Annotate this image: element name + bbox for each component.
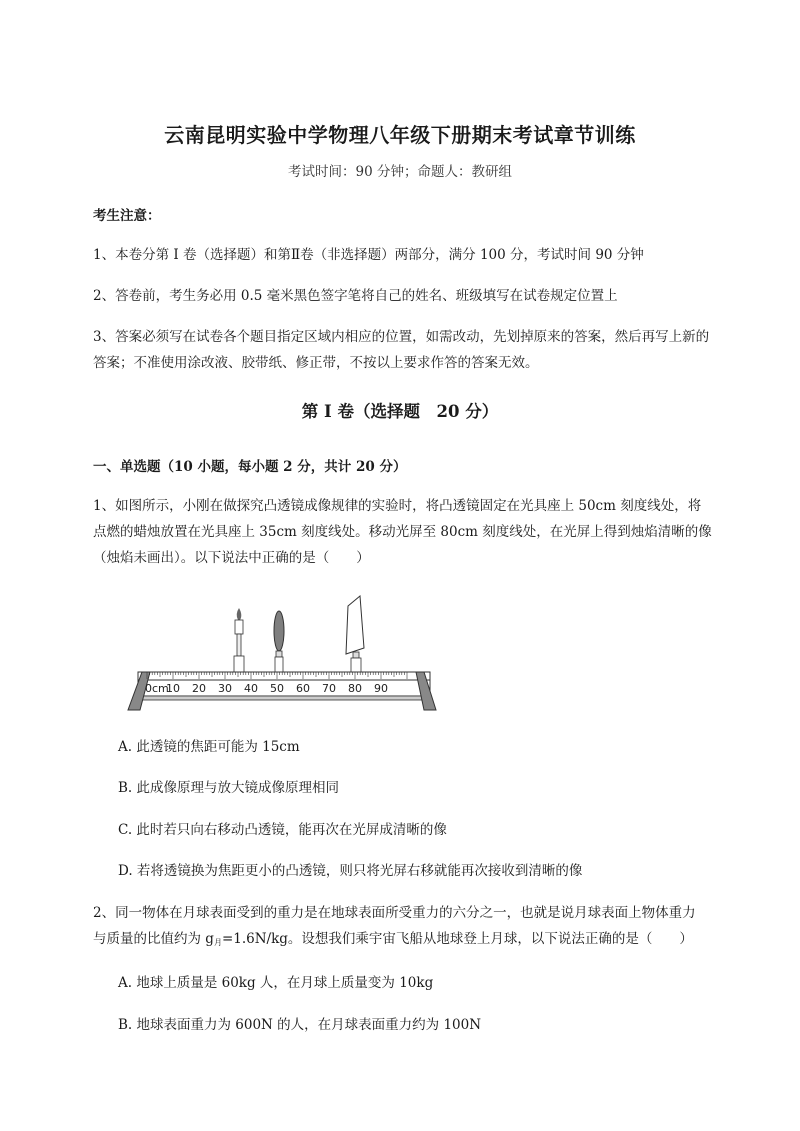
question-2-option-b[interactable]: B. 地球表面重力为 600N 的人，在月球表面重力约为 100N [118,1017,482,1033]
moon-subscript: 月 [213,938,222,947]
light-screen-icon [346,596,364,672]
question-1-option-d[interactable]: D. 若将透镜换为焦距更小的凸透镜，则只将光屏右移就能再次接收到清晰的像 [118,863,583,879]
question-1-option-c[interactable]: C. 此时若只向右移动凸透镜，能再次在光屏成清晰的像 [118,822,447,838]
exam-subtitle: 考试时间：90 分钟；命题人：教研组 [288,164,512,180]
optical-bench-figure [120,590,450,720]
scale-label: 80 [348,682,362,695]
scale-label: 30 [218,682,232,695]
question-1-option-a[interactable]: A. 此透镜的焦距可能为 15cm [118,739,300,755]
section-title: 第 I 卷（选择题 20 分） [301,402,499,421]
notice-heading: 考生注意： [93,208,161,224]
question-2-stem-after: =1.6N/kg。设想我们乘宇宙飞船从地球登上月球，以下说法正确的是（ ） [221,931,693,947]
exam-title: 云南昆明实验中学物理八年级下册期末考试章节训练 [164,123,636,147]
question-1-option-b[interactable]: B. 此成像原理与放大镜成像原理相同 [118,780,340,796]
notice-item-2: 2、答卷前，考生务必用 0.5 毫米黑色签字笔将自己的姓名、班级填写在试卷规定位置上 [93,288,618,304]
scale-label: 0cm [145,682,169,695]
scale-label: 40 [244,682,258,695]
candle-icon [234,608,244,672]
scale-label: 20 [192,682,206,695]
lens-icon [274,611,284,651]
scale-label: 50 [270,682,284,695]
scale-label: 90 [374,682,388,695]
scale-label: 10 [166,682,180,695]
scale-label: 70 [322,682,336,695]
question-2-stem-line-1: 2、同一物体在月球表面受到的重力是在地球表面所受重力的六分之一，也就是说月球表面上物体重力 [93,905,696,921]
question-2-stem-line-2 [93,926,713,956]
notice-item-1: 1、本卷分第 I 卷（选择题）和第Ⅱ卷（非选择题）两部分，满分 100 分，考试时间 90 分钟 [93,247,644,263]
notice-item-3: 3、答案必须写在试卷各个题目指定区域内相应的位置，如需改动，先划掉原来的答案，然后再写上新的答案；不准使用涂改液、胶带纸、修正带，不按以上要求作答的答案无效。 [93,329,710,371]
scale-label: 60 [296,682,310,695]
question-2-option-a[interactable]: A. 地球上质量是 60kg 人，在月球上质量变为 10kg [118,975,434,991]
question-2-stem-before: 与质量的比值约为 g [93,931,214,947]
question-1-stem: 1、如图所示，小刚在做探究凸透镜成像规律的实验时，将凸透镜固定在光具座上 50cm 刻度线处，将点燃的蜡烛放置在光具座上 35cm 刻度线处。移动光屏至 80cm 刻度线处，在光屏上得到烛焰清晰的像（烛焰未画出）。以下说法中正确的是（ ） [93,498,712,566]
part-title: 一、单选题（10 小题，每小题 2 分，共计 20 分） [93,459,407,475]
